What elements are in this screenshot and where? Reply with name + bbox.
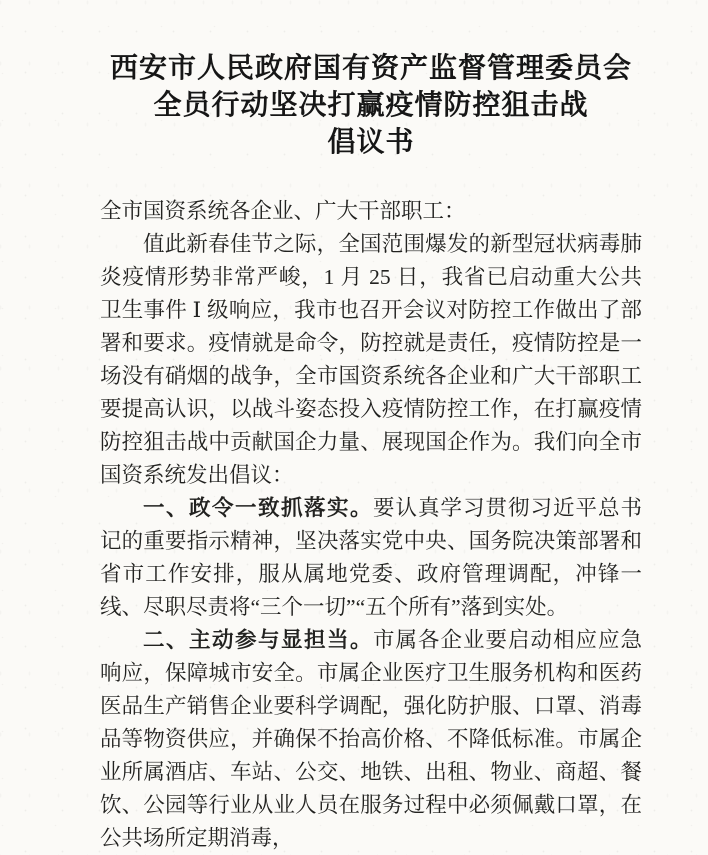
salutation: 全市国资系统各企业、广大干部职工： (100, 199, 466, 223)
document-body (100, 195, 642, 855)
paragraph-2-text: 要认真学习贯彻习近平总书记的重要指示精神，坚决落实党中央、国务院决策部署和省市工作安排，服从属地党委、政府管理调配，冲锋一线、尽职尽责将“三个一切”“五个所有”落到实处。 (100, 496, 642, 619)
paragraph-3 (100, 624, 642, 855)
paragraph-2 (100, 492, 642, 624)
paragraph-1 (100, 228, 642, 492)
document-title (100, 50, 642, 161)
title-line-1: 西安市人民政府国有资产监督管理委员会 (109, 53, 632, 84)
paragraph-2-lead: 一、政令一致抓落实。 (143, 496, 373, 520)
title-line-2: 全员行动坚决打赢疫情防控狙击战 (153, 90, 589, 121)
paragraph-1-text: 值此新春佳节之际，全国范围爆发的新型冠状病毒肺炎疫情形势非常严峻，1 月 25 日，我省已启动重大公共卫生事件 Ⅰ 级响应，我市也召开会议对防控工作做出了部署和要求。疫情就是命令，防控就是责任，疫情防控是一场没有硝烟的战争，全市国资系统各企业和广大干部职工要提高认识，以战斗姿态投入疫情防控工作，在打赢疫情防控狙击战中贡献国企力量、展现国企作为。我们向全市国资系统发出倡议： (100, 232, 642, 487)
title-line-3: 倡议书 (327, 127, 415, 158)
paragraph-3-text: 市属各企业要启动相应应急响应，保障城市安全。市属企业医疗卫生服务机构和医药医品生产销售企业要科学调配，强化防护服、口罩、消毒品等物资供应，并确保不抬高价格、不降低标准。市属企业所属酒店、车站、公交、地铁、出租、物业、商超、餐饮、公园等行业从业人员在服务过程中必须佩戴口罩，在公共场所定期消毒， (100, 628, 642, 850)
paragraph-3-lead: 二、主动参与显担当。 (143, 628, 373, 652)
